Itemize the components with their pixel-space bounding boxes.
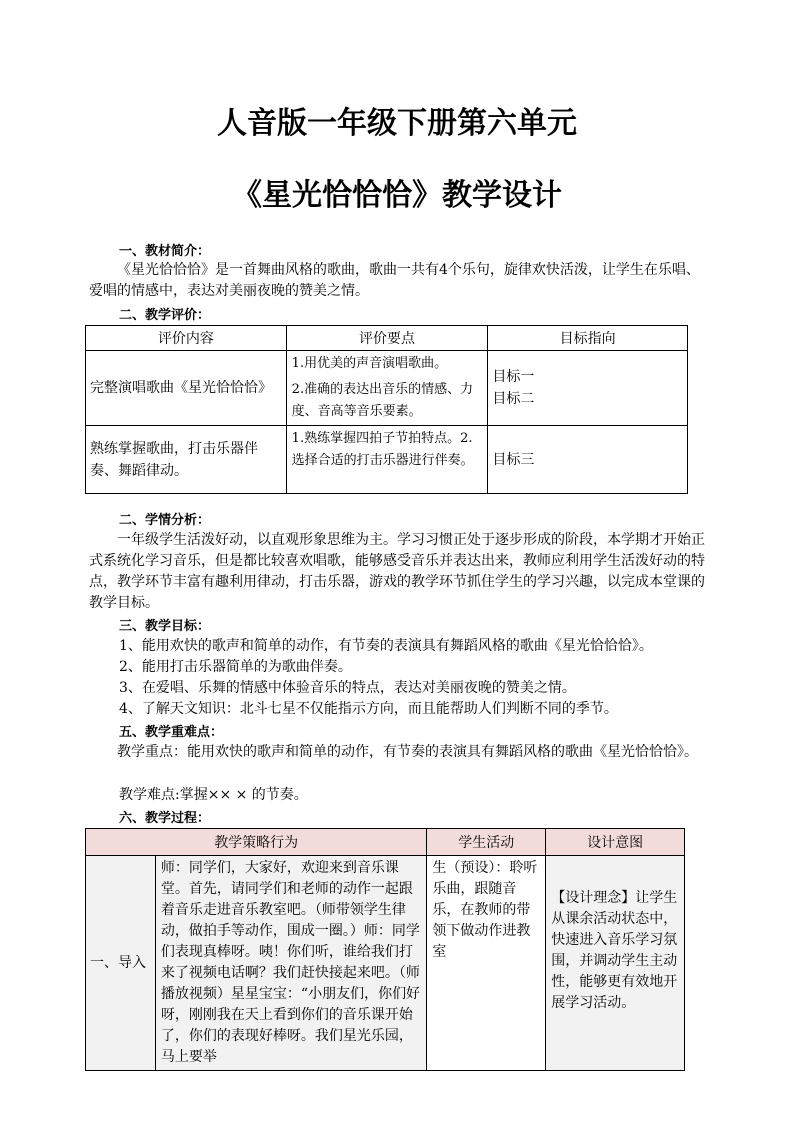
document-subtitle: 《星光恰恰恰》教学设计: [232, 178, 562, 213]
eval-point: 2.准确的表达出音乐的情感、力度、音高等音乐要素。: [291, 382, 474, 419]
teacher-activity-cell: 师：同学们，大家好，欢迎来到音乐课堂。首先，请同学们和老师的动作一起跟着音乐走进音乐教室吧。（师带领学生律动，做拍手等动作，围成一圈。）师：同学们表现真棒呀。咦！你们听，谁给我们打来了视频电话啊？我们赶快接起来吧。（师播放视频）星星宝宝：“小朋友们，你们好呀，刚刚我在天上看到你们的音乐课开始了，你们的表现好棒呀。我们星光乐园，马上要举: [155, 856, 426, 1071]
paragraph-text: 教学重点：能用欢快的歌声和简单的动作，有节奏的表演具有舞蹈风格的歌曲《星光恰恰恰》。: [117, 744, 698, 760]
process-table: [85, 828, 685, 1071]
list-item: 3、在爱唱、乐舞的情感中体验音乐的特点，表达对美丽夜晚的赞美之情。: [119, 680, 576, 696]
section-heading: 三、教学目标：: [119, 619, 211, 634]
list-item: 2、能用打击乐器简单的为歌曲伴奏。: [119, 659, 352, 675]
paragraph-text: 一年级学生活泼好动，以直观形象思维为主。学习习惯正处于逐步形成的阶段，本学期才开始正式系统化学习音乐，但是都比较喜欢唱歌，能够感受音乐并表达出来，教师应利用学生活泼好动的特点，教学环节丰富有趣利用律动，打击乐器，游戏的教学环节抓住学生的学习兴趣，以完成本堂课的教学目标。: [89, 532, 705, 611]
table-cell: 完整演唱歌曲《星光恰恰恰》: [86, 351, 287, 426]
table-row: [86, 426, 688, 494]
section-paragraph: [89, 530, 705, 614]
section-heading: 二、学情分析：: [119, 513, 211, 528]
table-header-row: [86, 326, 688, 351]
list-item: 1、能用欢快的歌声和简单的动作，有节奏的表演具有舞蹈风格的歌曲《星光恰恰恰》。: [119, 638, 653, 654]
table-header: 目标指向: [488, 326, 688, 351]
table-header: 教学策略行为: [86, 829, 427, 856]
table-cell: [488, 351, 688, 426]
table-header: 设计意图: [546, 829, 685, 856]
key-point-paragraph: [89, 742, 705, 763]
target-label: 目标一: [492, 369, 535, 385]
difficulty-point: 教学难点:掌握×× × 的节奏。: [119, 787, 308, 803]
stage-cell: 一、导入: [86, 856, 156, 1071]
table-header: 评价内容: [86, 326, 287, 351]
section-paragraph: [89, 260, 705, 302]
table-cell: 熟练掌握歌曲，打击乐器伴奏、舞蹈律动。: [86, 426, 287, 494]
table-row: [86, 351, 688, 426]
list-item: 4、了解天文知识：北斗七星不仅能指示方向，而且能帮助人们判断不同的季节。: [119, 701, 618, 717]
section-heading: 五、教学重难点：: [119, 725, 224, 740]
paragraph-text: 《星光恰恰恰》是一首舞曲风格的歌曲，歌曲一共有4个乐句，旋律欢快活泼，让学生在乐唱、爱唱的情感中，表达对美丽夜晚的赞美之情。: [89, 262, 700, 299]
student-activity-cell: 生（预设）：聆听乐曲，跟随音乐，在教师的带领下做动作进教室: [427, 856, 546, 1071]
target-label: 目标二: [492, 391, 535, 407]
section-heading: 一、教材简介：: [119, 244, 211, 259]
table-cell: [286, 351, 488, 426]
section-heading: 二、教学评价：: [119, 308, 211, 323]
eval-point: 1.用优美的声音演唱歌曲。: [291, 356, 448, 371]
table-header: 学生活动: [427, 829, 546, 856]
evaluation-table: [85, 325, 688, 494]
table-cell: 目标三: [488, 426, 688, 494]
eval-point: 1.熟练掌握四拍子节拍特点。2.选择合适的打击乐器进行伴奏。: [291, 431, 474, 468]
design-intent-cell: 【设计理念】让学生从课余活动状态中，快速进入音乐学习氛围，并调动学生主动性，能够更有效地开展学习活动。: [546, 856, 685, 1071]
table-header: 评价要点: [286, 326, 488, 351]
table-header-row: [86, 829, 685, 856]
table-row: [86, 856, 685, 1071]
section-heading: 六、教学过程：: [119, 811, 211, 826]
document-title: 人音版一年级下册第六单元: [217, 106, 577, 141]
table-cell: [286, 426, 488, 494]
